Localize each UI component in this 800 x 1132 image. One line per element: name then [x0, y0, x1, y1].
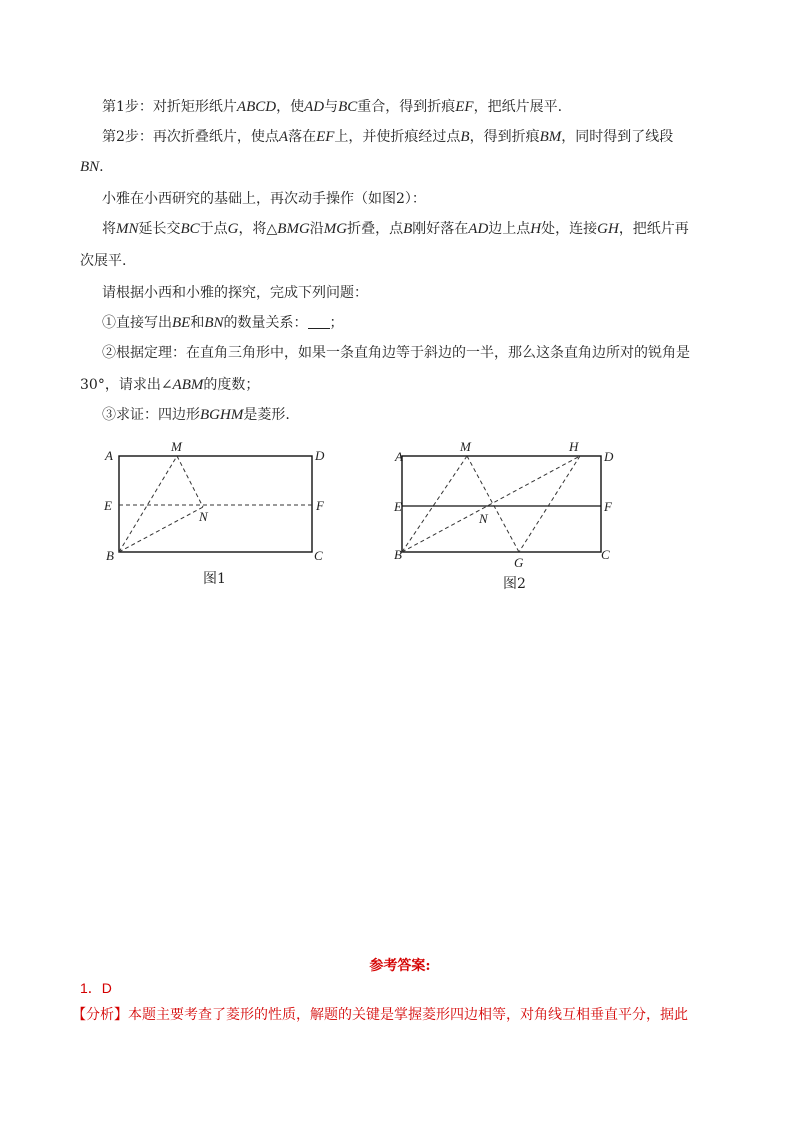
answer-analysis: 【分析】本题主要考查了菱形的性质，解题的关键是掌握菱形四边相等，对角线互相垂直平分，据此 — [72, 1007, 688, 1023]
figure-1 — [95, 435, 335, 574]
segment-gh — [519, 456, 580, 552]
label-e: E — [104, 498, 112, 513]
label-b: B — [394, 547, 402, 562]
label-f: F — [604, 499, 612, 514]
label-a: A — [395, 449, 403, 464]
label-d: D — [315, 448, 325, 463]
segment-mn — [177, 456, 203, 507]
label-n: N — [479, 511, 488, 526]
step2-text: 第2步：再次折叠纸片，使点A落在EF上，并使折痕经过点B，得到折痕BM，同时得到了线段 — [102, 129, 674, 145]
prompt-text: 请根据小西和小雅的探究，完成下列问题： — [102, 285, 368, 301]
question-2-continuation: 30°，请求出∠ABM的度数； — [80, 377, 260, 393]
label-f: F — [316, 498, 324, 513]
step1-text: 第1步：对折矩形纸片ABCD，使AD与BC重合，得到折痕EF，把纸片展平. — [102, 99, 563, 115]
label-c: C — [601, 547, 610, 562]
question-3: ③求证：四边形BGHM是菱形. — [102, 407, 290, 423]
fold-bm — [402, 456, 467, 552]
label-n: N — [199, 509, 208, 524]
figure-2 — [385, 435, 625, 584]
label-c: C — [314, 548, 323, 563]
operation-continuation: 次展平. — [80, 253, 127, 269]
label-h: H — [569, 439, 579, 454]
question-1: ①直接写出BE和BN的数量关系： ； — [102, 315, 344, 331]
operation-text: 将MN延长交BC于点G，将△BMG沿MG折叠，点B刚好落在AD边上点H处，连接GH，把纸片再 — [102, 221, 689, 237]
label-e: E — [394, 499, 402, 514]
answer-item-1: 1．D — [80, 980, 112, 996]
answer-title: 参考答案: — [369, 958, 431, 974]
step2-continuation: BN. — [80, 159, 104, 175]
question-2: ②根据定理：在直角三角形中，如果一条直角边等于斜边的一半，那么这条直角边所对的锐角是 — [102, 345, 690, 361]
label-g: G — [514, 555, 524, 570]
label-a: A — [105, 448, 113, 463]
segment-bh — [402, 456, 580, 552]
label-d: D — [604, 449, 614, 464]
label-m: M — [460, 439, 471, 454]
fold-bm — [119, 456, 177, 552]
fold-mg — [467, 456, 519, 552]
figure-2-caption: 图2 — [503, 576, 526, 592]
label-b: B — [106, 548, 114, 563]
figure-1-caption: 图1 — [203, 571, 226, 587]
label-m: M — [171, 439, 182, 454]
answer-blank — [308, 314, 330, 329]
xiaoya-text: 小雅在小西研究的基础上，再次动手操作（如图2）： — [102, 191, 426, 207]
segment-bn — [119, 507, 203, 552]
